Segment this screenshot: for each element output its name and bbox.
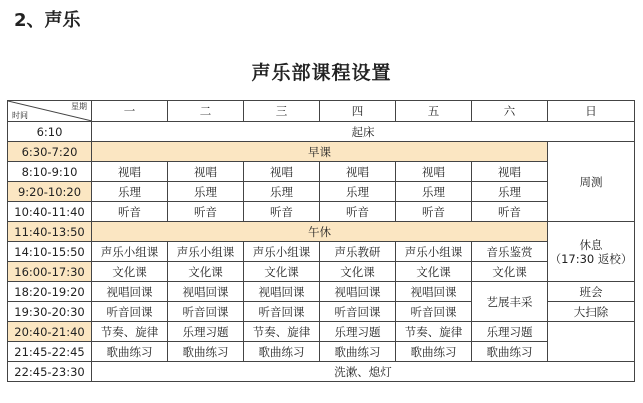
time-cell: 11:40-13:50 [8, 222, 92, 242]
course-cell: 乐理 [168, 182, 244, 202]
course-cell: 声乐小组课 [244, 242, 320, 262]
schedule-row [8, 182, 635, 202]
course-cell: 听音回课 [396, 302, 472, 322]
course-cell: 文化课 [168, 262, 244, 282]
course-cell: 声乐小组课 [168, 242, 244, 262]
course-cell: 乐理 [472, 182, 548, 202]
course-cell: 听音 [168, 202, 244, 222]
sunday-empty-cell [548, 322, 635, 362]
sunday-rest-label: 休息 [579, 237, 603, 252]
course-cell: 听音 [472, 202, 548, 222]
schedule-row [8, 242, 635, 262]
sunday-rest-cell [548, 222, 635, 282]
course-cell: 歌曲练习 [396, 342, 472, 362]
course-cell: 乐理 [320, 182, 396, 202]
time-cell: 18:20-19:20 [8, 282, 92, 302]
course-cell: 视唱 [168, 162, 244, 182]
course-cell: 歌曲练习 [244, 342, 320, 362]
course-cell: 视唱回课 [320, 282, 396, 302]
day-header: 二 [168, 101, 244, 122]
course-cell: 听音 [92, 202, 168, 222]
span-cell: 洗漱、熄灯 [92, 362, 635, 382]
course-cell: 视唱回课 [92, 282, 168, 302]
course-cell: 视唱回课 [244, 282, 320, 302]
course-cell: 节奏、旋律 [244, 322, 320, 342]
time-cell: 22:45-23:30 [8, 362, 92, 382]
course-cell: 听音回课 [320, 302, 396, 322]
corner-cell [8, 101, 92, 122]
time-cell: 10:40-11:40 [8, 202, 92, 222]
schedule-row [8, 162, 635, 182]
course-cell: 文化课 [472, 262, 548, 282]
course-cell: 节奏、旋律 [92, 322, 168, 342]
schedule-row [8, 142, 635, 162]
time-cell: 20:40-21:40 [8, 322, 92, 342]
schedule-row [8, 322, 635, 342]
sunday-weekly-test-cell: 周测 [548, 142, 635, 222]
sunday-return-time: （17:30 返校） [549, 251, 633, 266]
course-cell: 视唱 [244, 162, 320, 182]
course-cell: 听音回课 [244, 302, 320, 322]
course-cell: 文化课 [244, 262, 320, 282]
time-cell: 19:30-20:30 [8, 302, 92, 322]
day-header: 日 [548, 101, 635, 122]
course-cell: 视唱回课 [396, 282, 472, 302]
schedule-row [8, 342, 635, 362]
course-cell: 歌曲练习 [92, 342, 168, 362]
course-cell: 视唱 [396, 162, 472, 182]
course-cell: 文化课 [320, 262, 396, 282]
course-cell: 歌曲练习 [168, 342, 244, 362]
course-cell: 乐理 [92, 182, 168, 202]
span-cell: 午休 [92, 222, 548, 242]
sunday-class-meeting-cell: 班会 [548, 282, 635, 302]
time-cell: 9:20-10:20 [8, 182, 92, 202]
time-cell: 21:45-22:45 [8, 342, 92, 362]
course-cell: 听音 [396, 202, 472, 222]
course-cell: 声乐小组课 [396, 242, 472, 262]
saturday-art-show-cell: 艺展丰采 [472, 282, 548, 322]
span-cell: 早课 [92, 142, 548, 162]
course-cell: 乐理习题 [168, 322, 244, 342]
corner-week-label: 星期 [71, 102, 87, 111]
time-cell: 8:10-9:10 [8, 162, 92, 182]
schedule-row [8, 222, 635, 242]
course-cell: 文化课 [92, 262, 168, 282]
course-cell: 视唱回课 [168, 282, 244, 302]
corner-time-label: 时间 [12, 111, 28, 120]
section-title: 2、声乐 [14, 10, 81, 31]
course-cell: 文化课 [396, 262, 472, 282]
course-cell: 乐理习题 [472, 322, 548, 342]
time-cell: 16:00-17:30 [8, 262, 92, 282]
course-cell: 听音 [320, 202, 396, 222]
schedule-row [8, 262, 635, 282]
time-cell: 6:10 [8, 122, 92, 142]
course-cell: 乐理 [244, 182, 320, 202]
course-cell: 乐理习题 [320, 322, 396, 342]
course-cell: 视唱 [320, 162, 396, 182]
schedule-row [8, 282, 635, 302]
time-cell: 14:10-15:50 [8, 242, 92, 262]
day-header: 一 [92, 101, 168, 122]
page-title: 声乐部课程设置 [251, 62, 392, 84]
course-cell: 音乐鉴赏 [472, 242, 548, 262]
course-cell: 歌曲练习 [472, 342, 548, 362]
course-cell: 声乐小组课 [92, 242, 168, 262]
course-cell: 视唱 [472, 162, 548, 182]
course-cell: 声乐教研 [320, 242, 396, 262]
span-cell: 起床 [92, 122, 635, 142]
day-header: 五 [396, 101, 472, 122]
sunday-cleaning-cell: 大扫除 [548, 302, 635, 322]
day-header: 四 [320, 101, 396, 122]
day-header: 三 [244, 101, 320, 122]
course-cell: 听音回课 [168, 302, 244, 322]
day-header: 六 [472, 101, 548, 122]
schedule-row [8, 362, 635, 382]
course-cell: 节奏、旋律 [396, 322, 472, 342]
schedule-row [8, 202, 635, 222]
course-cell: 乐理 [396, 182, 472, 202]
time-cell: 6:30-7:20 [8, 142, 92, 162]
schedule-row [8, 122, 635, 142]
course-cell: 听音回课 [92, 302, 168, 322]
course-cell: 听音 [244, 202, 320, 222]
course-cell: 歌曲练习 [320, 342, 396, 362]
header-row [8, 101, 635, 122]
course-cell: 视唱 [92, 162, 168, 182]
schedule-table [7, 100, 635, 382]
